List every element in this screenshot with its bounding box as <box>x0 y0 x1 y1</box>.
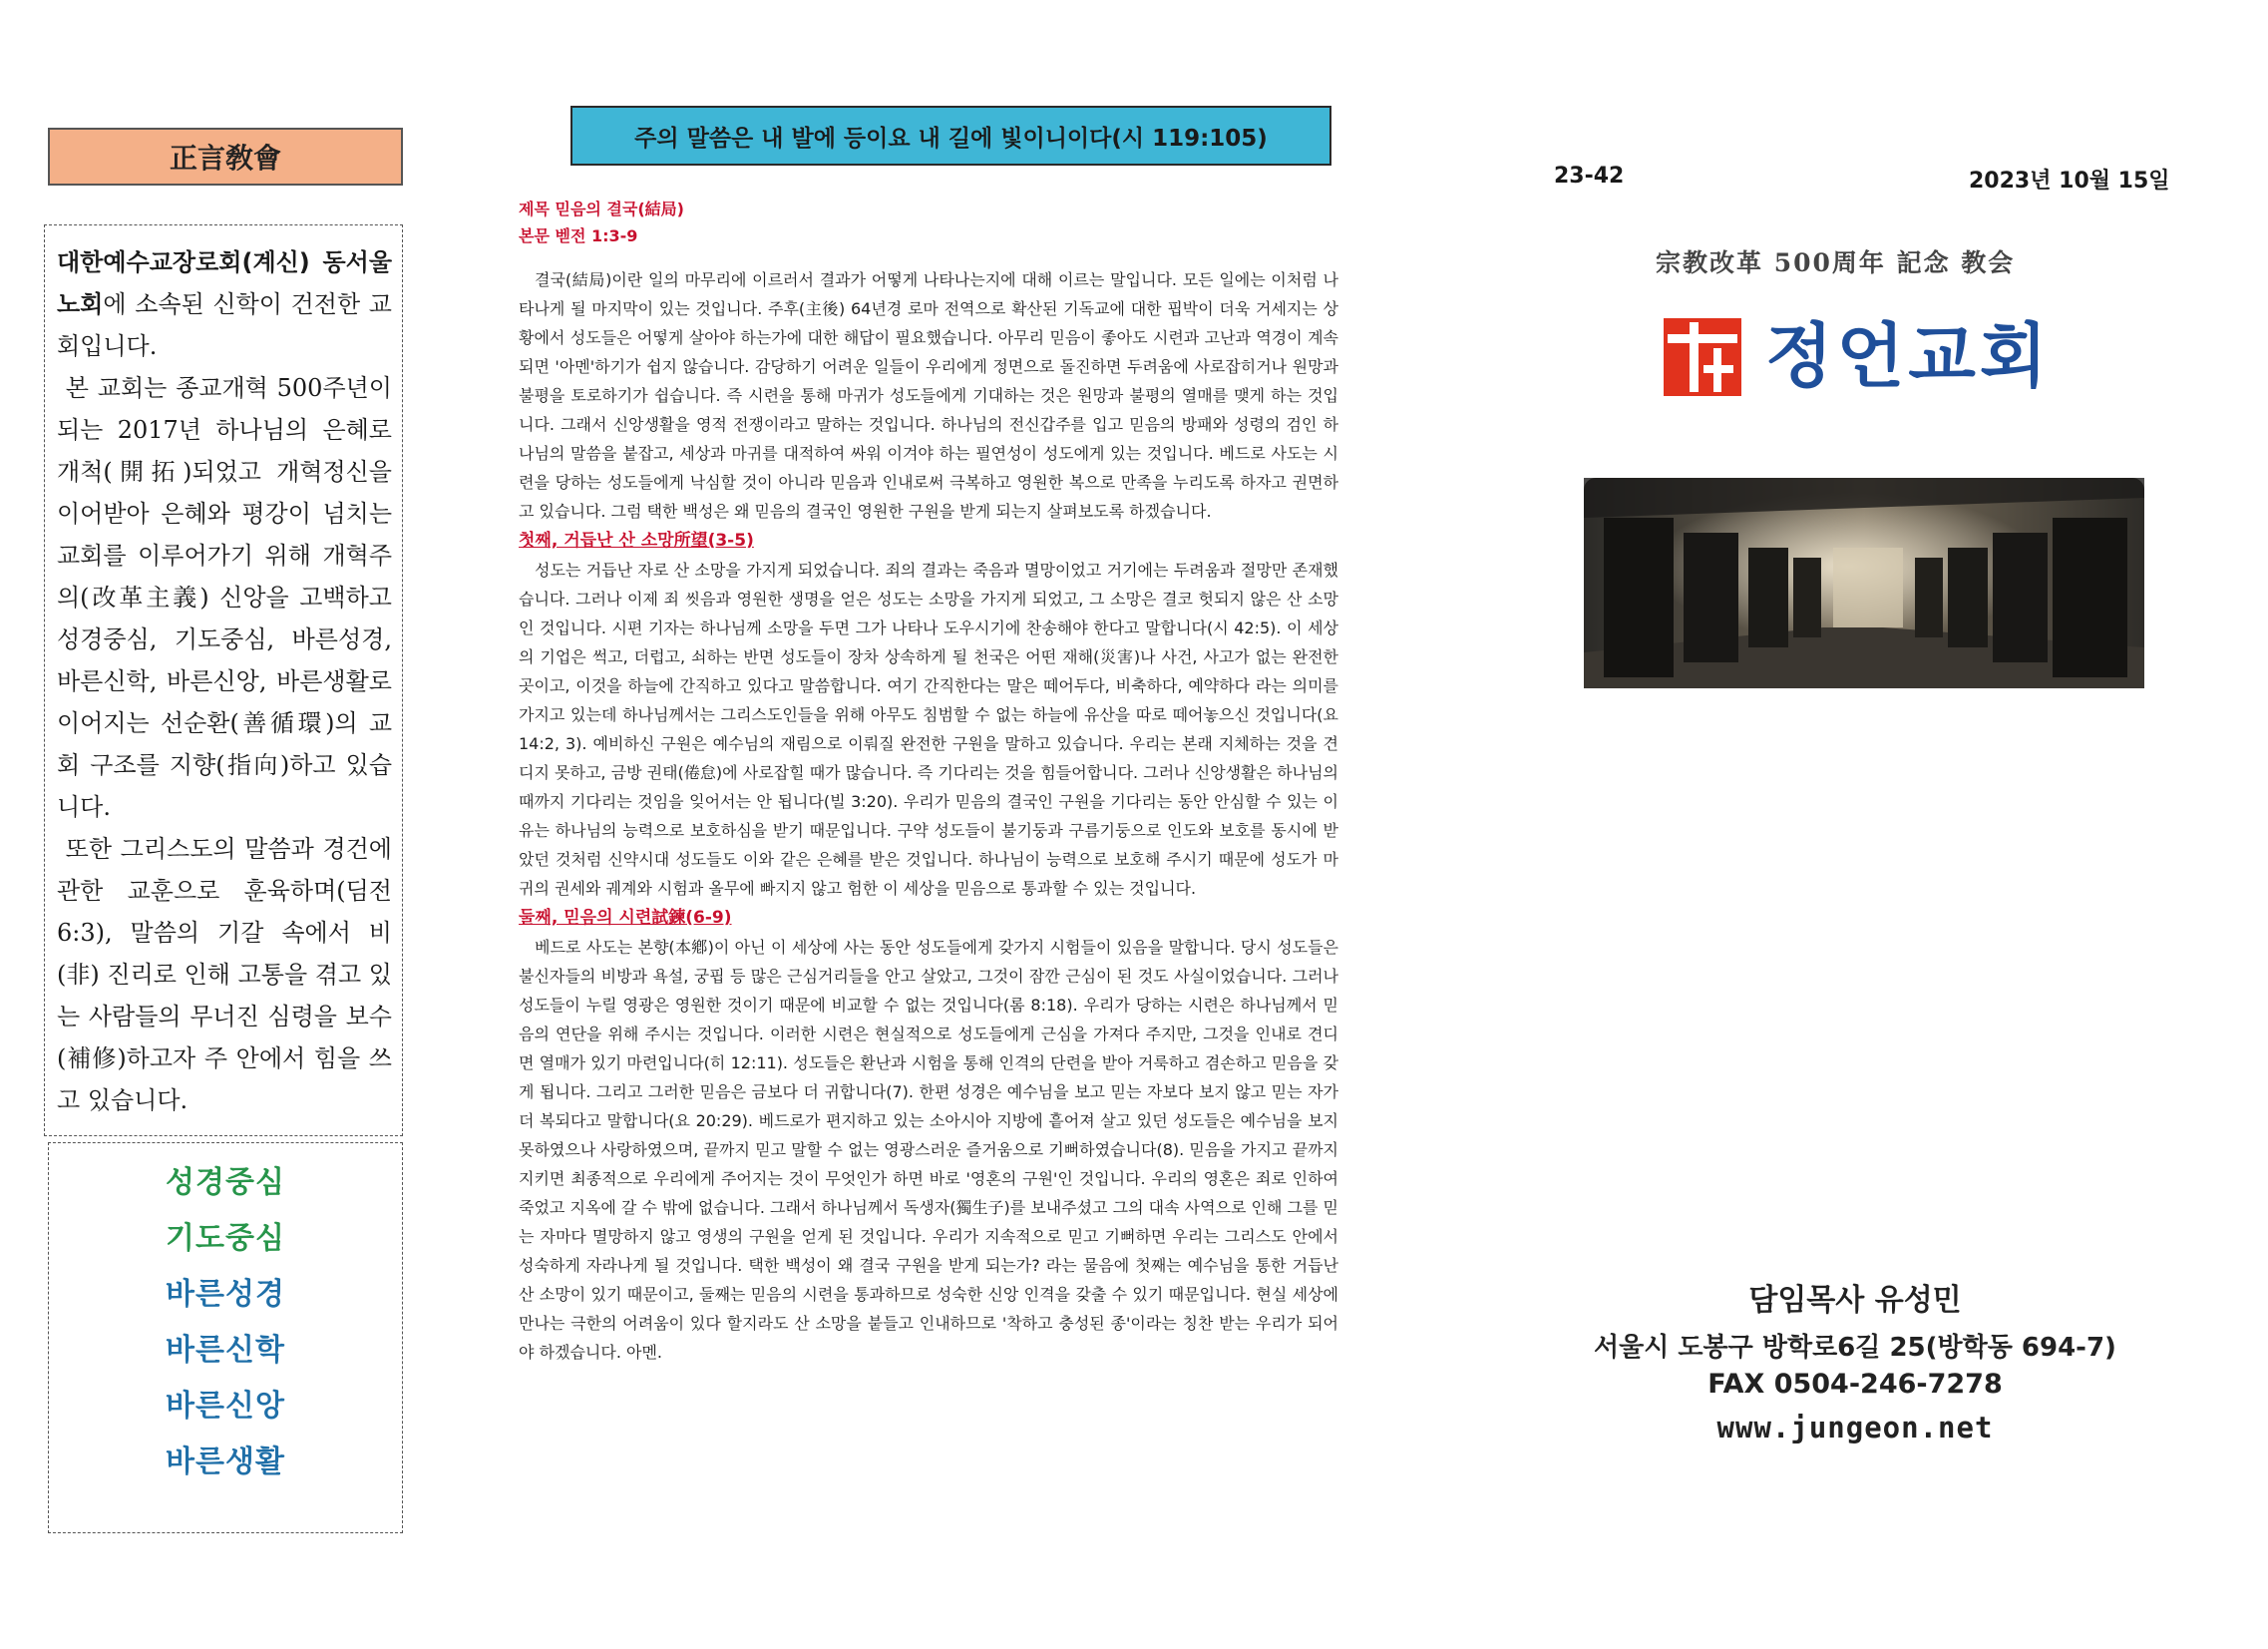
motto-item: 바른성경 <box>166 1277 285 1312</box>
section-text-1: 성도는 거듭난 자로 산 소망을 가지게 되었습니다. 죄의 결과는 죽음과 멸망이었고 거기에는 두려움과 절망만 존재했습니다. 그러나 이제 죄 씻음과 영원한 생명을 얻은 성도는 소망을 가지게 되었고, 그 소망은 결코 헛되지 않은 산 소망인 것입니다. 시편 기자는 하나님께 소망을 두면 그가 나타나 도우시기에 찬송해야 한다고 말합니다(시 42:5). 이 세상의 기업은 썩고, 더럽고, 쇠하는 반면 성도들이 장차 상속하게 될 천국은 어떤 재해(災害)나 사건, 사고가 없는 완전한 곳이고, 이것을 하늘에 간직하고 있다고 말씀합니다. 여기 간직한다는 말은 떼어두다, 비축하다, 예약하다 라는 의미를 가지고 있는데 하나님께서는 그리스도인들을 위해 아무도 침범할 수 없는 하늘에 유산을 따로 떼어놓으신 것입니다(요 14:2, 3). 예비하신 구원은 예수님의 재림으로 이뤄질 완전한 구원을 말하고 있습니다. 우리는 본래 지체하는 것을 견디지 못하고, 금방 권태(倦怠)에 사로잡힐 때가 많습니다. 즉 기다리는 것을 힘들어합니다. 그러나 신앙생활은 하나님의 때까지 기다리는 것임을 잊어서는 안 됩니다(빌 3:20). 우리가 믿음의 결국인 구원을 기다리는 동안 안심할 수 있는 이유는 하나님의 능력으로 보호하심을 받기 때문입니다. 구약 성도들이 불기둥과 구름기둥으로 인도와 보호를 동시에 받았던 것처럼 신약시대 성도들도 이와 같은 은혜를 받은 것입니다. 하나님이 능력으로 보호해 주시기 때문에 성도가 마귀의 권세와 궤계와 시험과 올무에 빠지지 않고 험한 이 세상을 믿음으로 통과할 수 있는 것입니다. <box>519 561 1338 898</box>
church-address: 서울시 도봉구 방학로6길 25(방학동 694-7) <box>1594 1333 2116 1363</box>
intro-paragraph-3 <box>57 828 392 1121</box>
logo-bg <box>1664 318 1741 396</box>
anniversary-title: 宗教改革 500周年 記念 教会 <box>1656 248 2016 277</box>
intro-text-1: 에 소속된 신학이 건전한 교회입니다. <box>57 290 392 360</box>
website-link[interactable]: www.jungeon.net <box>1716 1411 1994 1444</box>
sermon-title: 제목 믿음의 결국(結局) <box>519 200 684 218</box>
fax-number: FAX 0504-246-7278 <box>1707 1369 2003 1400</box>
verse-banner <box>570 106 1331 166</box>
motto-item: 기도중심 <box>166 1221 285 1256</box>
motto-list <box>48 1142 403 1533</box>
section-heading-2: 둘째, 믿음의 시련試鍊(6-9) <box>519 908 732 928</box>
sermon <box>519 196 1338 1367</box>
section-heading-1: 첫째, 거듭난 산 소망所望(3-5) <box>519 531 754 551</box>
motto-item: 바른생활 <box>166 1444 285 1479</box>
church-label: 正言敎會 <box>169 142 281 175</box>
sanctuary-photo <box>1584 478 2144 688</box>
church-name: 정언교회 <box>1765 315 2052 397</box>
motto-item: 바른신앙 <box>166 1389 285 1424</box>
intro-text-2: 본 교회는 종교개혁 500주년이 되는 2017년 하나님의 은혜로 개척(開拓)되었고 개혁정신을 이어받아 은혜와 평강이 넘치는 교회를 이루어가기 위해 개혁주의(改革主義) 신앙을 고백하고 성경중심, 기도중심, 바른성경, 바른신학, 바른신앙, 바른생활로 이어지는 선순환(善循環)의 교회 구조를 지향(指向)하고 있습니다. <box>57 374 392 821</box>
section-text-2: 베드로 사도는 본향(本鄕)이 아닌 이 세상에 사는 동안 성도들에게 갖가지 시험들이 있음을 말합니다. 당시 성도들은 불신자들의 비방과 욕설, 궁핍 등 많은 근심거리들을 안고 살았고, 그것이 잠깐 근심이 된 것도 사실이었습니다. 그러나 성도들이 누릴 영광은 영원한 것이기 때문에 비교할 수 없는 것입니다(롬 8:18). 우리가 당하는 시련은 하나님께서 믿음의 연단을 위해 주시는 것입니다. 이러한 시련은 현실적으로 성도들에게 근심을 가져다 주지만, 그것을 인내로 견디면 열매가 있기 마련입니다(히 12:11). 성도들은 환난과 시험을 통해 인격의 단련을 받아 거룩하고 겸손하고 믿음을 갖게 됩니다. 그리고 그러한 믿음은 금보다 더 귀합니다(7). 한편 성경은 예수님을 보고 믿는 자보다 보지 않고 믿는 자가 더 복되다고 말합니다(요 20:29). 베드로가 편지하고 있는 소아시아 지방에 흩어져 살고 있던 성도들은 예수님을 보지 못하였으나 사랑하였으며, 끝까지 믿고 말할 수 없는 영광스러운 즐거움으로 기뻐하였습니다(8). 믿음을 가지고 끝까지 지키면 최종적으로 우리에게 주어지는 것이 무엇인가 하면 바로 '영혼의 구원'인 것입니다. 우리의 영혼은 죄로 인하여 죽었고 지옥에 갈 수 밖에 없습니다. 그래서 하나님께서 독생자(獨生子)를 보내주셨고 그의 대속 사역으로 인해 그를 믿는 자마다 멸망하지 않고 영생의 구원을 얻게 된 것입니다. 우리가 지속적으로 믿고 기뻐하면 우리는 그리스도 안에서 성숙하게 자라나게 될 것입니다. 택한 백성이 왜 결국 구원을 받게 되는가? 라는 물음에 첫째는 예수님을 통한 거듭난 산 소망이 있기 때문이고, 둘째는 믿음의 시련을 통과하므로 성숙한 신앙 인격을 갖출 수 있기 때문입니다. 현실 세상에 만나는 극한의 어려움이 있다 할지라도 산 소망을 붙들고 인내하므로 '착하고 충성된 종'이라는 칭찬 받는 우리가 되어야 하겠습니다. 아멘. <box>519 938 1338 1362</box>
motto-item: 바른신학 <box>166 1333 285 1368</box>
church-logo-icon <box>1664 318 1741 396</box>
church-intro <box>44 224 403 1136</box>
intro-paragraph-2 <box>57 367 392 828</box>
issue-number: 23-42 <box>1554 164 1625 189</box>
intro-text-3: 또한 그리스도의 말씀과 경건에 관한 교훈으로 훈육하며(딤전 6:3), 말씀의 기갈 속에서 비(非) 진리로 인해 고통을 겪고 있는 사람들의 무너진 심령을 보수(補修)하고자 주 안에서 힘을 쓰고 있습니다. <box>57 835 392 1114</box>
logo-small-bar <box>1703 365 1733 373</box>
intro-paragraph-1 <box>57 241 392 367</box>
motto-item: 성경중심 <box>166 1165 285 1200</box>
bulletin-date: 2023년 10월 15일 <box>1969 169 2170 194</box>
verse-text: 주의 말씀은 내 발에 등이요 내 길에 빛이니이다(시 119:105) <box>634 125 1268 152</box>
sermon-scripture: 본문 벧전 1:3-9 <box>519 226 638 245</box>
logo-crossbar <box>1668 334 1737 343</box>
sermon-intro: 결국(結局)이란 일의 마무리에 이르러서 결과가 어떻게 나타나는지에 대해 이르는 말입니다. 모든 일에는 이처럼 나타나게 될 마지막이 있는 것입니다. 주후(主後) 64년경 로마 전역으로 확산된 기독교에 대한 핍박이 더욱 거세지는 상황에서 성도들은 어떻게 살아야 하는가에 대한 해답이 필요했습니다. 아무리 믿음이 좋아도 시련과 고난과 역경이 계속되면 '아멘'하기가 쉽지 않습니다. 감당하기 어려운 일들이 우리에게 정면으로 돌진하면 두려움에 사로잡히거나 원망과 불평을 토로하기가 쉽습니다. 즉 시련을 통해 마귀가 성도들에게 기대하는 것은 원망과 불평의 열매를 맺게 하는 것입니다. 그래서 신앙생활을 영적 전쟁이라고 말하는 것입니다. 하나님의 전신갑주를 입고 믿음의 방패와 성령의 검인 하나님의 말씀을 붙잡고, 세상과 마귀를 대적하여 싸워 이겨야 하는 필연성이 성도에게 있는 것입니다. 베드로 사도는 시련을 당하는 성도들에게 낙심할 것이 아니라 믿음과 인내로써 극복하고 영원한 복으로 만족을 누리도록 하자고 권면하고 있습니다. 그럼 택한 백성은 왜 믿음의 결국인 영원한 구원을 받게 되는지 살펴보도록 하겠습니다. <box>519 270 1338 521</box>
denomination-name: 대한예수교장로회(계신) 동서울 노회 <box>57 248 392 318</box>
pastor-name: 담임목사 유성민 <box>1748 1283 1962 1318</box>
logo-stem-left <box>1690 322 1699 392</box>
church-label-box <box>48 128 403 186</box>
